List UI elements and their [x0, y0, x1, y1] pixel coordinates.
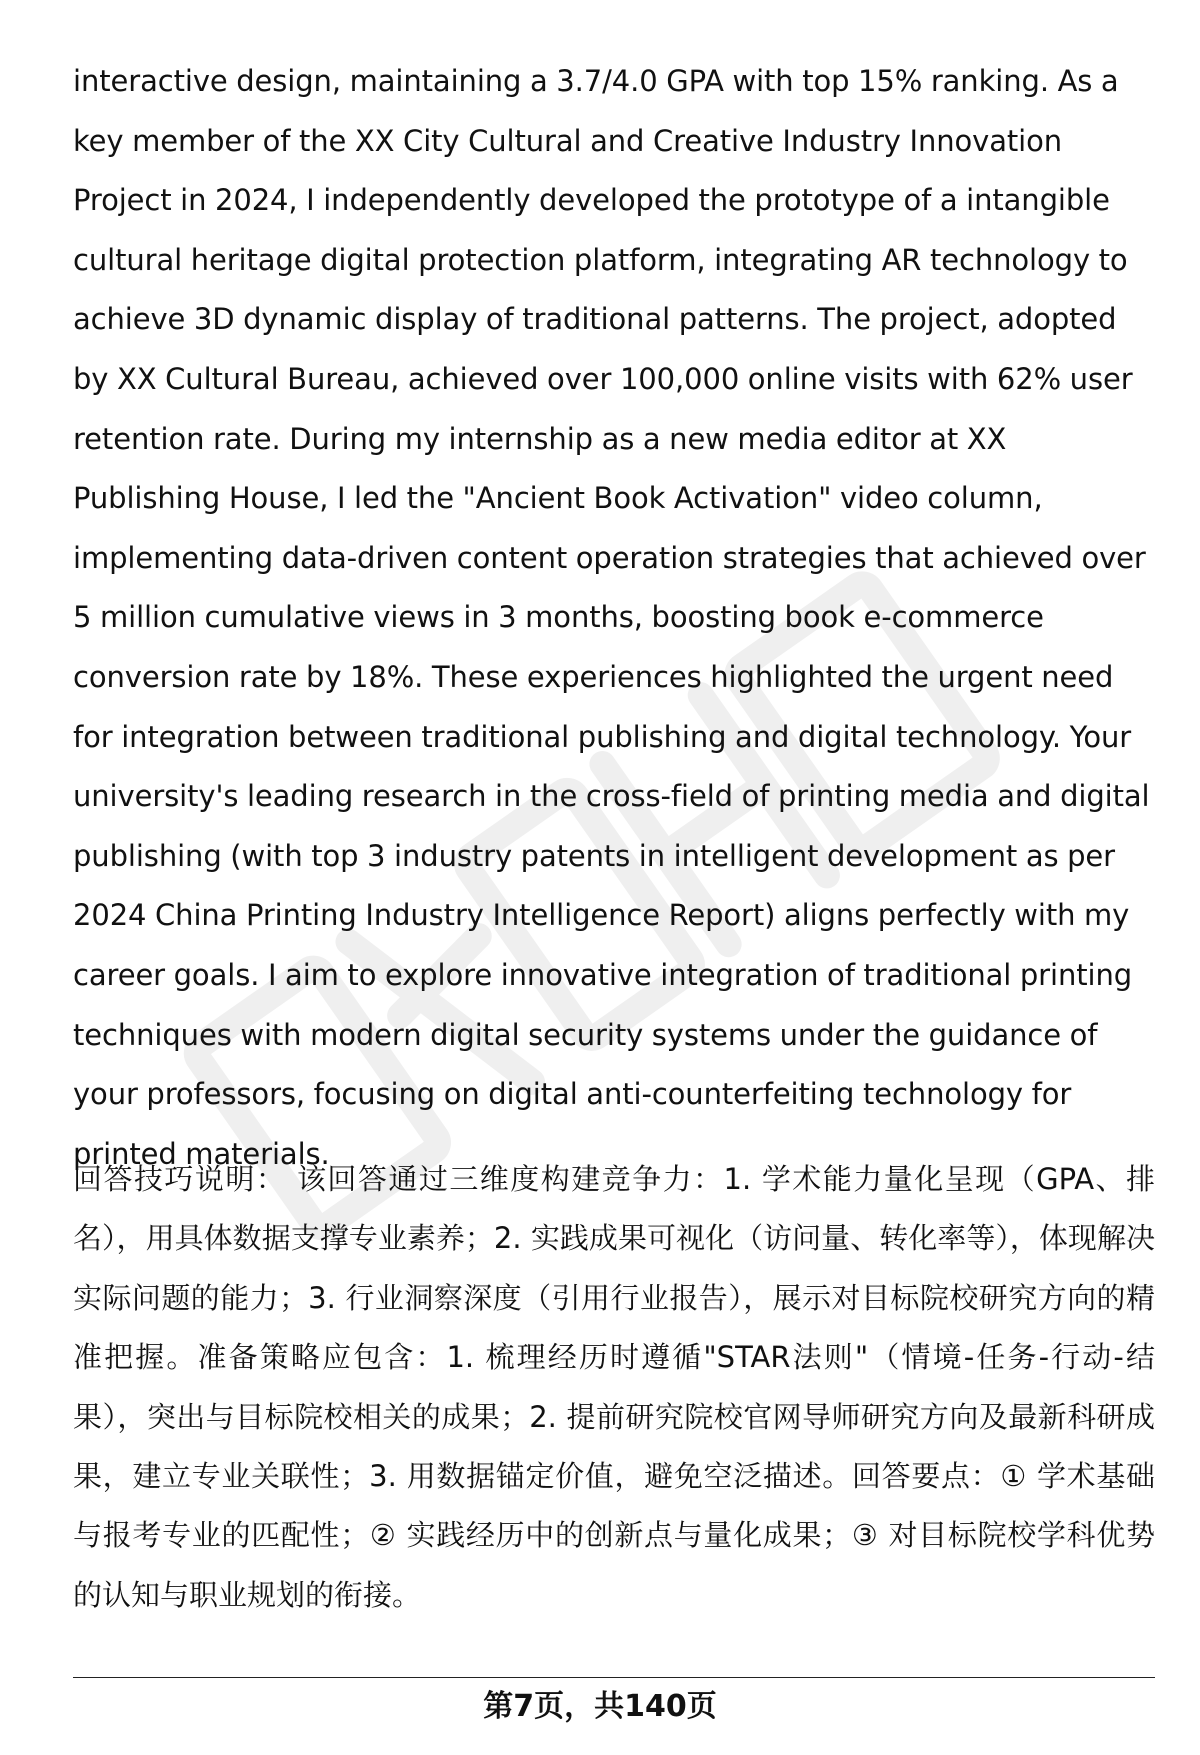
body-paragraph: interactive design, maintaining a 3.7/4.0 GPA with top 15% ranking. As a key member of the XX City Cultural and Creative Industry Innovation Project in 2024, I independently developed the prototype of a intangible cultural heritage digital protection platform, integrating AR technology to achieve 3D dynamic display of traditional patterns. The project, adopted by XX Cultural Bureau, achieved over 100,000 online visits with 62% user retention rate. During my internship as a new media editor at XX Publishing House, I led the "Ancient Book Activation" video column, implementing data-driven content operation strategies that achieved over 5 million cumulative views in 3 months, boosting book e-commerce conversion rate by 18%. These experiences highlighted the urgent need for integration between traditional publishing and digital technology. Your university's leading research in the cross-field of printing media and digital publishing (with top 3 industry patents in intelligent development as per 2024 China Printing Industry Intelligence Report) aligns perfectly with my career goals. I aim to explore innovative integration of traditional printing techniques with modern digital security systems under the guidance of your professors, focusing on digital anti-counterfeiting technology for printed materials. [73, 64, 1150, 1171]
page-number: 第7页，共140页 [483, 1689, 717, 1724]
answer-tips-paragraph: 回答技巧说明： 该回答通过三维度构建竞争力：1. 学术能力量化呈现（GPA、排名），用具体数据支撑专业素养；2. 实践成果可视化（访问量、转化率等），体现解决实际问题的能力；3. 行业洞察深度（引用行业报告），展示对目标院校研究方向的精准把握。准备策略应包含：1. 梳理经历时遵循"STAR法则"（情境-任务-行动-结果），突出与目标院校相关的成果；2. 提前研究院校官网导师研究方向及最新科研成果，建立专业关联性；3. 用数据锚定价值，避免空泛描述。回答要点：① 学术基础与报考专业的匹配性；② 实践经历中的创新点与量化成果；③ 对目标院校学科优势的认知与职业规划的衔接。 [73, 1162, 1155, 1612]
footer-divider [73, 1677, 1155, 1678]
